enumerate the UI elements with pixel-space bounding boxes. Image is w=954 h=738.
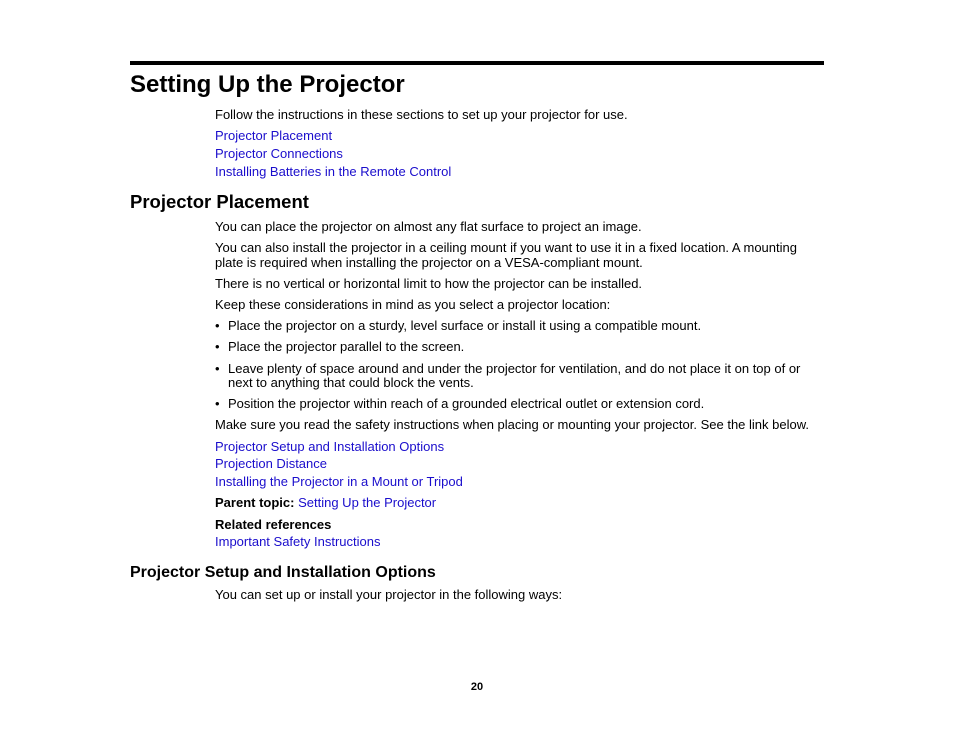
parent-topic: [215, 495, 436, 510]
paragraph-no-limit: There is no vertical or horizontal limit to how the projector can be installed.: [215, 276, 643, 291]
bullet-marker: •: [215, 339, 220, 354]
link-projector-connections[interactable]: Projector Connections: [215, 146, 343, 161]
bullet-item-ventilation-line2: next to anything that could block the vents.: [228, 375, 474, 390]
bullet-marker: •: [215, 318, 220, 333]
bullet-item-outlet: Position the projector within reach of a grounded electrical outlet or extension cord.: [228, 396, 705, 411]
link-parent-topic[interactable]: Setting Up the Projector: [298, 495, 437, 510]
parent-topic-label: Parent topic:: [215, 495, 295, 510]
bullet-item-ventilation-line1: Leave plenty of space around and under the projector for ventilation, and do not place it on top of or: [228, 361, 801, 376]
link-projector-placement[interactable]: Projector Placement: [215, 128, 333, 143]
link-projection-distance[interactable]: Projection Distance: [215, 456, 327, 471]
link-installing-batteries[interactable]: Installing Batteries in the Remote Control: [215, 164, 452, 179]
page-title: Setting Up the Projector: [130, 71, 405, 98]
bullet-marker: •: [215, 396, 220, 411]
bullet-item-sturdy-surface: Place the projector on a sturdy, level surface or install it using a compatible mount.: [228, 318, 702, 333]
bullet-item-parallel: Place the projector parallel to the screen.: [228, 339, 465, 354]
title-rule: [130, 61, 824, 65]
page-number: 20: [470, 681, 484, 693]
bullet-marker: •: [215, 361, 220, 376]
paragraph-flat-surface: You can place the projector on almost any flat surface to project an image.: [215, 219, 642, 234]
related-references-label: Related references: [215, 517, 332, 532]
link-setup-installation-options[interactable]: Projector Setup and Installation Options: [215, 439, 445, 454]
link-mount-or-tripod[interactable]: Installing the Projector in a Mount or Tripod: [215, 474, 463, 489]
subsection-heading: Projector Setup and Installation Options: [130, 564, 436, 581]
paragraph-safety: Make sure you read the safety instructions when placing or mounting your projector. See the link below.: [215, 417, 809, 432]
link-safety-instructions[interactable]: Important Safety Instructions: [215, 534, 381, 549]
paragraph-setup-ways: You can set up or install your projector in the following ways:: [215, 587, 563, 602]
paragraph-considerations: Keep these considerations in mind as you select a projector location:: [215, 297, 611, 312]
intro-text: Follow the instructions in these sections to set up your projector for use.: [215, 107, 628, 122]
section-heading: Projector Placement: [130, 191, 309, 212]
paragraph-ceiling-mount-line2: plate is required when installing the projector on a VESA-compliant mount.: [215, 255, 643, 270]
paragraph-ceiling-mount-line1: You can also install the projector in a ceiling mount if you want to use it in a fixed location. A mounting: [215, 240, 797, 255]
